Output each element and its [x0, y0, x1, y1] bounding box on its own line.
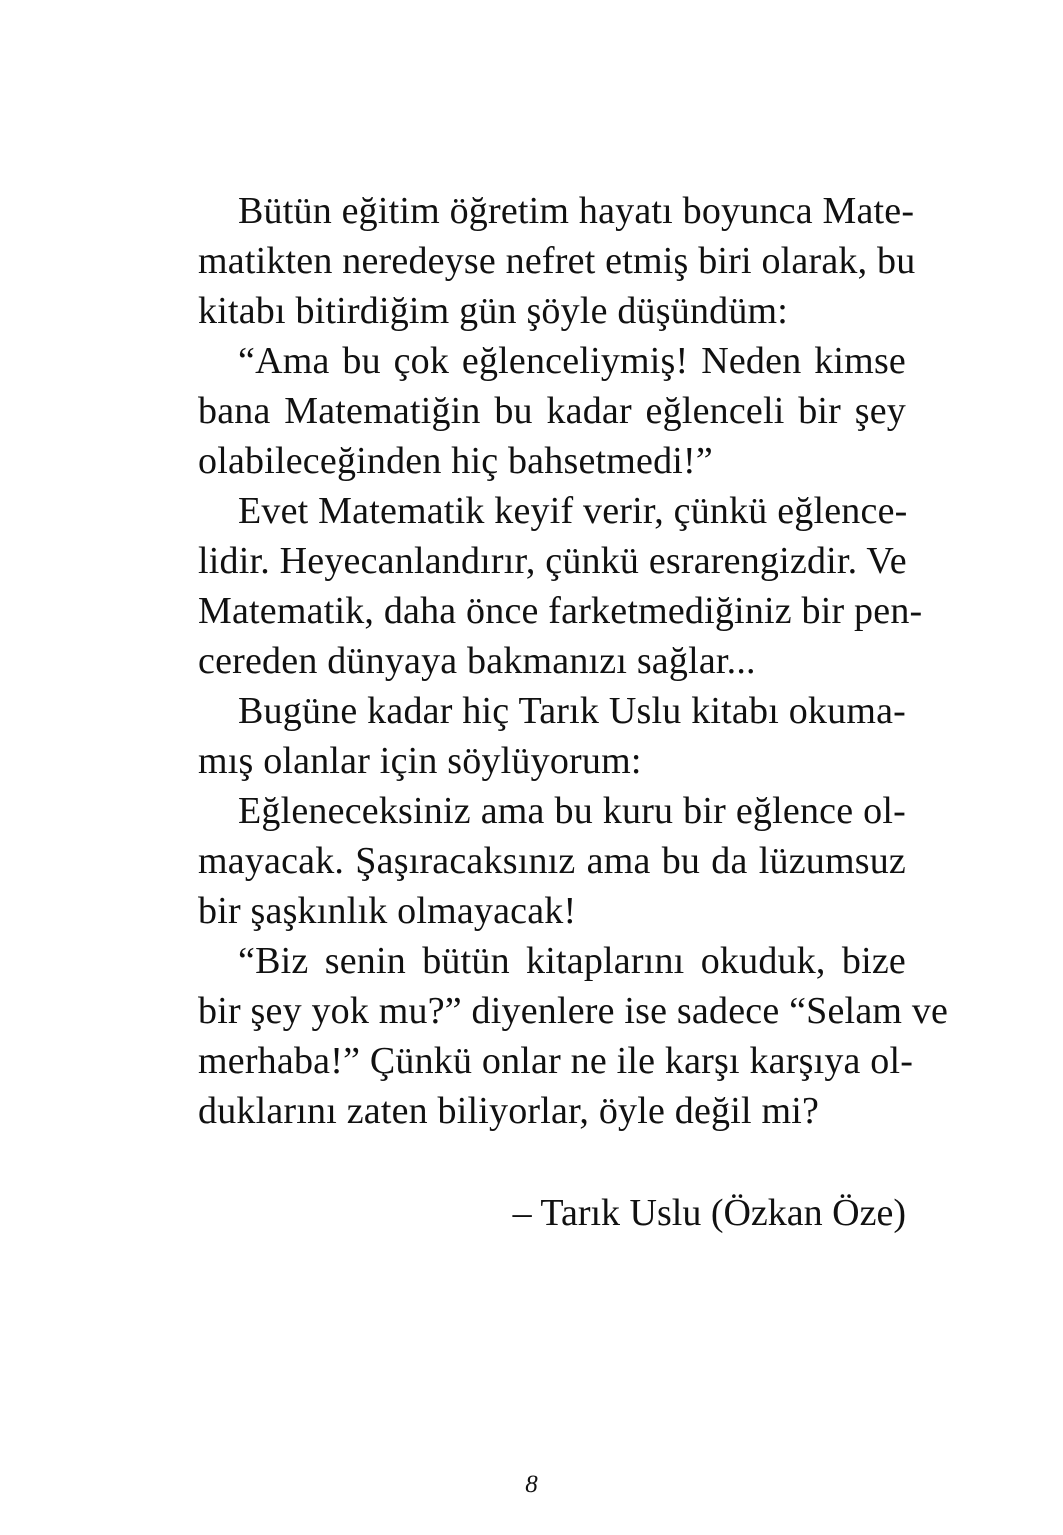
paragraph	[198, 936, 949, 1136]
text-line: mış olanlar için söylüyorum:	[198, 740, 642, 782]
text-line: kitabı bitirdiğim gün şöyle düşündüm:	[198, 290, 789, 332]
text-line: cereden dünyaya bakmanızı sağlar...	[198, 640, 756, 682]
text-line: duklarını zaten biliyorlar, öyle değil mi?	[198, 1090, 820, 1132]
text-line: merhaba!” Çünkü onlar ne ile karşı karşıya ol-	[198, 1040, 914, 1082]
text-line: lidir. Heyecanlandırır, çünkü esrarengizdir. Ve	[198, 540, 907, 582]
text-line: “Ama bu çok eğlenceliymiş! Neden kimse	[238, 340, 906, 382]
text-line: Bütün eğitim öğretim hayatı boyunca Mate-	[238, 190, 915, 232]
text-line: Matematik, daha önce farketmediğiniz bir pen-	[198, 590, 923, 632]
text-line: olabileceğinden hiç bahsetmedi!”	[198, 440, 713, 482]
paragraph	[198, 786, 906, 936]
author-signature: – Tarık Uslu (Özkan Öze)	[512, 1192, 906, 1234]
paragraph	[198, 686, 906, 786]
text-line: Bugüne kadar hiç Tarık Uslu kitabı okuma-	[238, 690, 906, 732]
text-line: bir şey yok mu?” diyenlere ise sadece “Selam ve	[198, 990, 949, 1032]
page-number: 8	[525, 1471, 538, 1498]
text-line: Eğleneceksiniz ama bu kuru bir eğlence ol-	[238, 790, 906, 832]
text-line: bir şaşkınlık olmayacak!	[198, 890, 577, 932]
text-line: “Biz senin bütün kitaplarını okuduk, bize	[238, 940, 906, 982]
paragraph	[198, 336, 906, 486]
body-text	[198, 186, 949, 1136]
text-line: matikten neredeyse nefret etmiş biri olarak, bu	[198, 240, 916, 282]
paragraph	[198, 486, 923, 686]
text-line: bana Matematiğin bu kadar eğlenceli bir şey	[198, 390, 906, 432]
text-line: Evet Matematik keyif verir, çünkü eğlence-	[238, 490, 908, 532]
text-line: mayacak. Şaşıracaksınız ama bu da lüzumsuz	[198, 840, 906, 882]
paragraph	[198, 186, 916, 336]
